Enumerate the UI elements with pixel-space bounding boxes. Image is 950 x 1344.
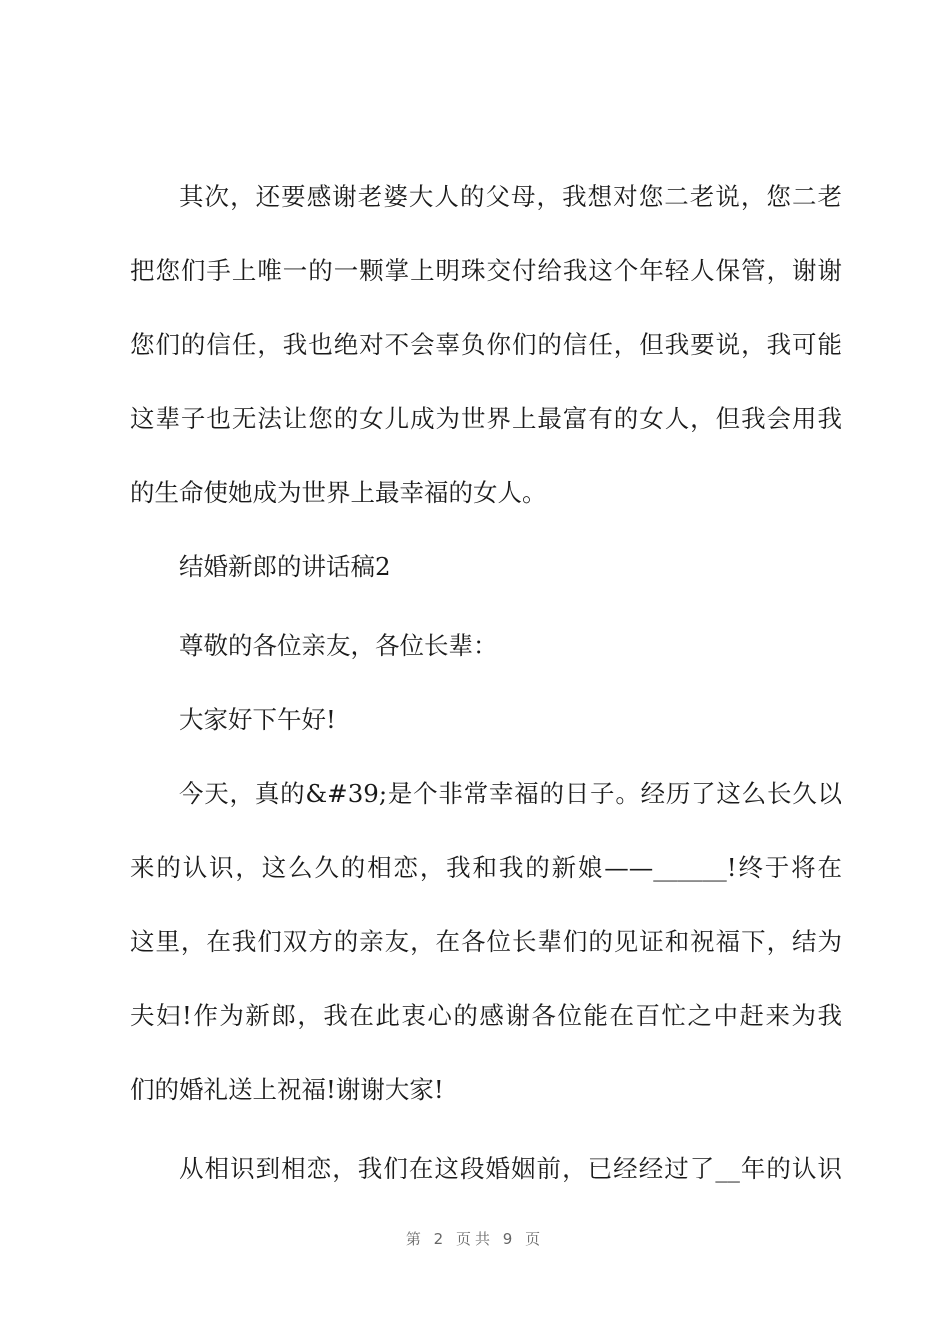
salutation: 尊敬的各位亲友，各位长辈： [179, 631, 498, 660]
paragraph-line: 们的婚礼送上祝福!谢谢大家! [130, 1075, 444, 1104]
paragraph-line: 您们的信任，我也绝对不会辜负你们的信任，但我要说，我可能 [130, 330, 842, 359]
paragraph-line: 这里，在我们双方的亲友，在各位长辈们的见证和祝福下，结为 [130, 927, 842, 956]
paragraph-line: 今天，真的&#39;是个非常幸福的日子。经历了这么长久以 [179, 779, 842, 808]
section-heading: 结婚新郎的讲话稿2 [179, 552, 391, 581]
paragraph-line: 其次，还要感谢老婆大人的父母，我想对您二老说，您二老 [179, 182, 842, 211]
paragraph-line: 从相识到相恋，我们在这段婚姻前，已经经过了__年的认识 [179, 1154, 842, 1183]
paragraph-line: 夫妇!作为新郎，我在此衷心的感谢各位能在百忙之中赶来为我 [130, 1001, 842, 1030]
paragraph-line: 把您们手上唯一的一颗掌上明珠交付给我这个年轻人保管，谢谢 [130, 256, 842, 285]
paragraph-line: 来的认识，这么久的相恋，我和我的新娘——______!终于将在 [130, 853, 842, 882]
paragraph-line: 这辈子也无法让您的女儿成为世界上最富有的女人，但我会用我 [130, 404, 842, 433]
page-number-footer: 第 2 页共 9 页 [405, 1230, 545, 1248]
greeting: 大家好下午好! [179, 705, 336, 734]
paragraph-line: 的生命使她成为世界上最幸福的女人。 [130, 478, 547, 507]
